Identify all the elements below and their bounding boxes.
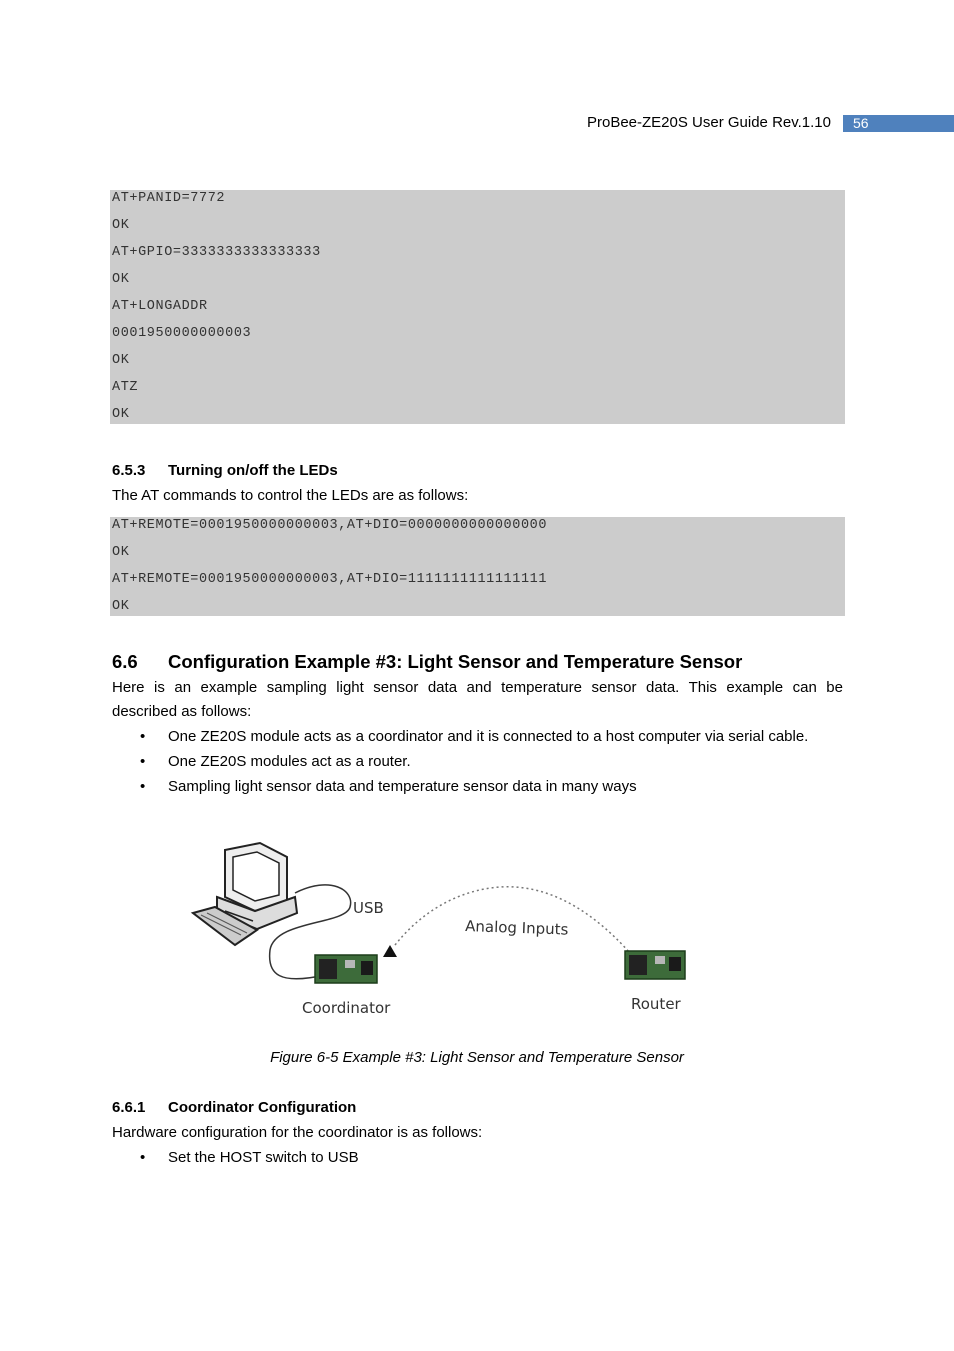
code-line: AT+REMOTE=0001950000000003,AT+DIO=0000000000000000 [112,518,548,533]
analog-inputs-label: Analog Inputs [464,917,569,939]
code-block-1 [110,190,845,424]
code-line: AT+GPIO=3333333333333333 [112,245,321,260]
code-line: ATZ [112,380,139,395]
section-66-para-line1: Here is an example sampling light sensor data and temperature sensor data. This example can be [112,679,843,696]
list-item [140,778,637,795]
bullet-icon: • [140,778,146,795]
section-title: Configuration Example #3: Light Sensor and Temperature Sensor [168,651,743,672]
list-item-text: Set the HOST switch to USB [168,1149,359,1166]
section-653-intro: The AT commands to control the LEDs are as follows: [112,487,469,504]
list-item [140,1149,359,1166]
arrow-icon [383,945,397,957]
section-number: 6.6.1 [112,1099,146,1116]
coordinator-label: Coordinator [302,999,391,1017]
list-item-text: One ZE20S module acts as a coordinator and it is connected to a host computer via serial cable. [168,728,809,745]
code-line: AT+PANID=7772 [112,191,226,206]
code-line: 0001950000000003 [112,326,252,341]
section-number: 6.6 [112,651,138,672]
code-line: AT+LONGADDR [112,299,208,314]
code-line: OK [112,407,130,422]
router-label: Router [631,995,681,1013]
page-header-title: ProBee-ZE20S User Guide Rev.1.10 [586,114,831,131]
router-board-icon [625,951,685,979]
code-block-2 [110,517,845,616]
page-number-badge: 56 [843,115,954,132]
section-heading-66 [112,651,742,673]
code-line: OK [112,545,130,560]
bullet-icon: • [140,1149,146,1166]
bullet-icon: • [140,753,146,770]
section-title: Coordinator Configuration [168,1099,357,1116]
computer-icon [193,843,297,945]
list-item-text: One ZE20S modules act as a router. [168,753,411,770]
code-line: OK [112,353,130,368]
code-line: AT+REMOTE=0001950000000003,AT+DIO=1111111111111111 [112,572,548,587]
usb-label: USB [353,899,384,917]
network-figure [185,835,705,1025]
section-661-intro: Hardware configuration for the coordinator is as follows: [112,1124,483,1141]
code-line: OK [112,272,130,287]
list-item-text: Sampling light sensor data and temperature sensor data in many ways [168,778,637,795]
figure-caption: Figure 6-5 Example #3: Light Sensor and Temperature Sensor [270,1049,684,1066]
bullet-icon: • [140,728,146,745]
section-66-para-line2: described as follows: [112,703,252,720]
list-item [140,728,808,745]
code-line: OK [112,218,130,233]
coordinator-board-icon [315,955,377,983]
section-number: 6.5.3 [112,462,146,479]
section-heading-653 [112,462,338,479]
section-title: Turning on/off the LEDs [168,462,338,479]
section-heading-661 [112,1099,356,1116]
list-item [140,753,411,770]
code-line: OK [112,599,130,614]
